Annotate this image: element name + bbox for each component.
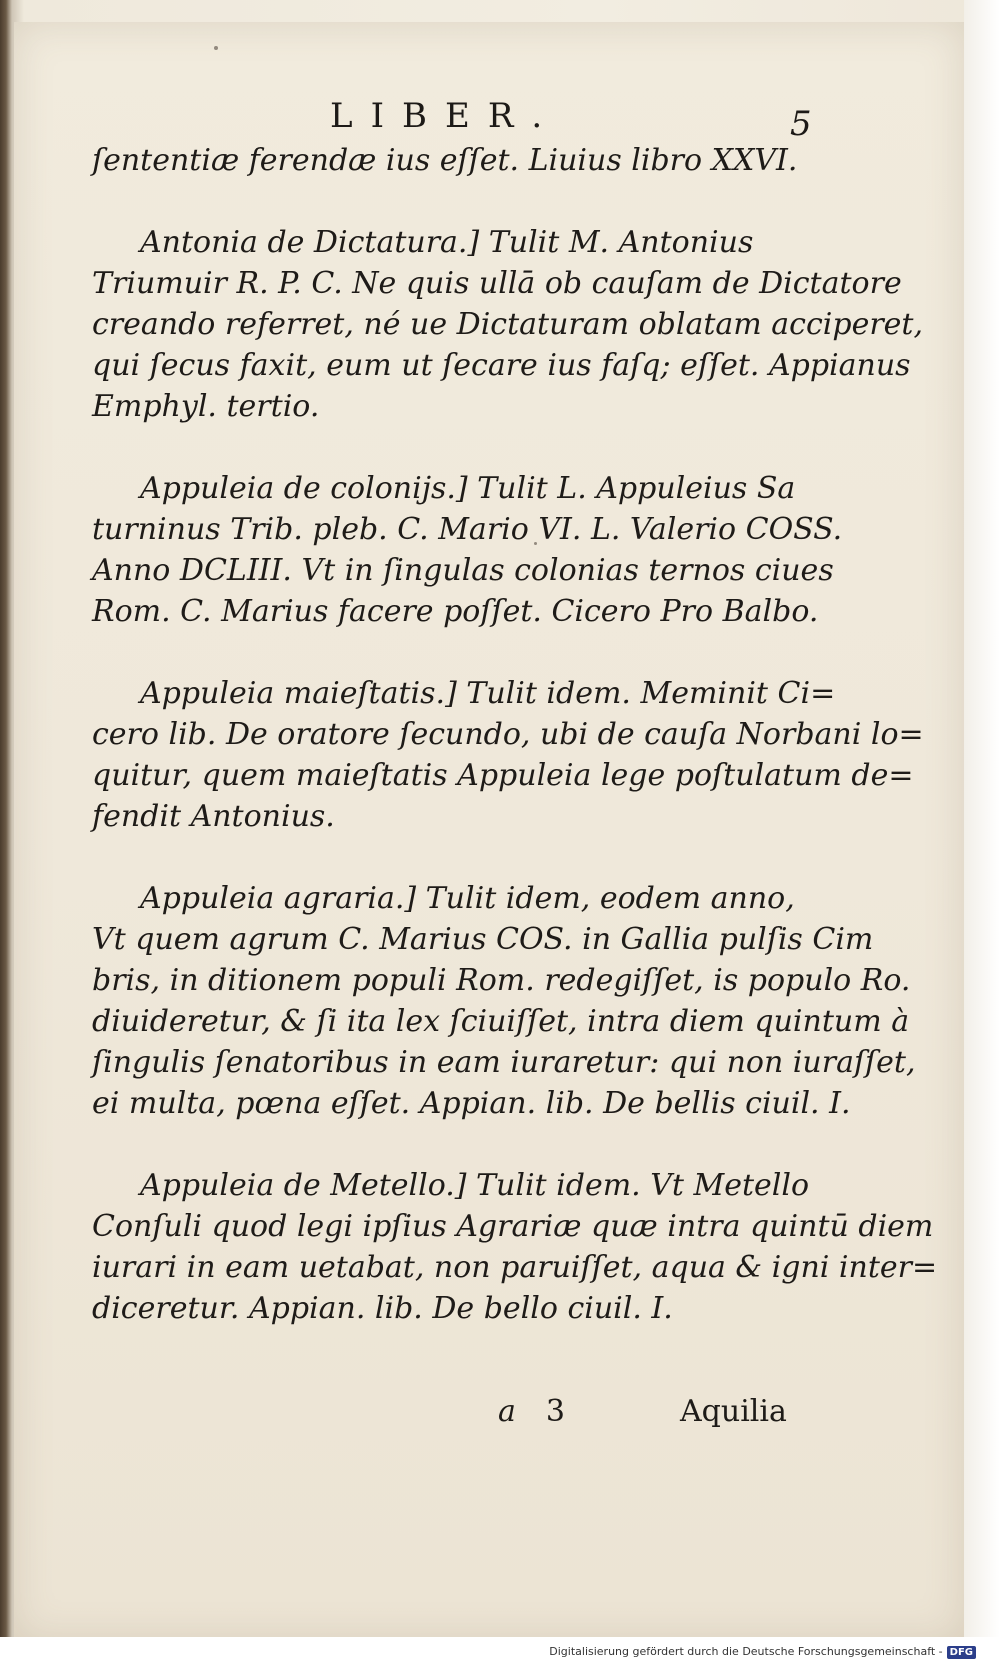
text-line: Appuleia de colonijs.] Tulit L. Appuleius Sa [140, 471, 796, 506]
paragraph-gap [92, 1124, 812, 1165]
text-line: Appuleia de Metello.] Tulit idem. Vt Metello [140, 1168, 810, 1203]
footer-line [498, 1394, 808, 1429]
text-line: iurari in eam uetabat, non paruiſſet, aqua & igni inter= [92, 1250, 938, 1285]
scan-margin [964, 0, 1000, 1665]
text-line: Appuleia agraria.] Tulit idem, eodem anno, [140, 881, 795, 916]
text-line: quitur, quem maieſtatis Appuleia lege poſtulatum de= [92, 758, 914, 793]
text-line: fendit Antonius. [92, 799, 335, 834]
text-line: ſingulis ſenatoribus in eam iuraretur: qui non iuraſſet, [92, 1045, 916, 1080]
paragraph-gap [92, 632, 812, 673]
page-number: 5 [790, 104, 812, 144]
scan-footer-bar [0, 1637, 1000, 1665]
text-line: diceretur. Appian. lib. De bello ciuil. I. [92, 1291, 673, 1326]
paragraph-gap [92, 837, 812, 878]
text-line: turninus Trib. pleb. C. Mario VI. L. Valerio COSS. [92, 512, 843, 547]
running-head: LIBER. [330, 96, 561, 136]
text-line: Appuleia maieſtatis.] Tulit idem. Meminit Ci= [140, 676, 836, 711]
text-line: Conſuli quod legi ipſius Agrariæ quæ intra quintū diem [92, 1209, 934, 1244]
text-line: diuideretur, & ſi ita lex ſciuiſſet, intra diem quintum à [92, 1004, 910, 1039]
text-line: Antonia de Dictatura.] Tulit M. Antonius [140, 225, 754, 260]
text-line: ei multa, pœna eſſet. Appian. lib. De bellis ciuil. I. [92, 1086, 851, 1121]
paragraph-gap [92, 181, 812, 222]
scan-credit [549, 1645, 976, 1659]
scan-credit-text: Digitalisierung gefördert durch die Deutsche Forschungsgemeinschaft - [549, 1645, 943, 1658]
text-line: Vt quem agrum C. Marius COS. in Gallia pulſis Cim [92, 922, 874, 957]
body-text [92, 140, 938, 1329]
paragraph-gap [92, 427, 812, 468]
text-line: Rom. C. Marius facere poſſet. Cicero Pro Balbo. [92, 594, 819, 629]
text-line: Anno DCLIII. Vt in ſingulas colonias ternos ciues [92, 553, 834, 588]
paper-speck [214, 46, 218, 50]
dfg-logo-icon: DFG [947, 1646, 976, 1659]
catchword: Aquilia [680, 1394, 787, 1429]
text-line: ſententiæ ferendæ ius eſſet. Liuius libro XXVI. [92, 143, 798, 178]
text-line: qui ſecus faxit, eum ut ſecare ius faſq; eſſet. Appianus [92, 348, 911, 383]
text-line: Emphyl. tertio. [92, 389, 320, 424]
text-line: creando referret, né ue Dictaturam oblatam acciperet, [92, 307, 924, 342]
text-line: Triumuir R. P. C. Ne quis ullā ob cauſam de Dictatore [92, 266, 902, 301]
signature-mark: a [498, 1394, 516, 1429]
text-line: cero lib. De oratore ſecundo, ubi de cauſa Norbani lo= [92, 717, 924, 752]
text-line: bris, in ditionem populi Rom. redegiſſet, is populo Ro. [92, 963, 911, 998]
signature-number: 3 [545, 1394, 565, 1429]
